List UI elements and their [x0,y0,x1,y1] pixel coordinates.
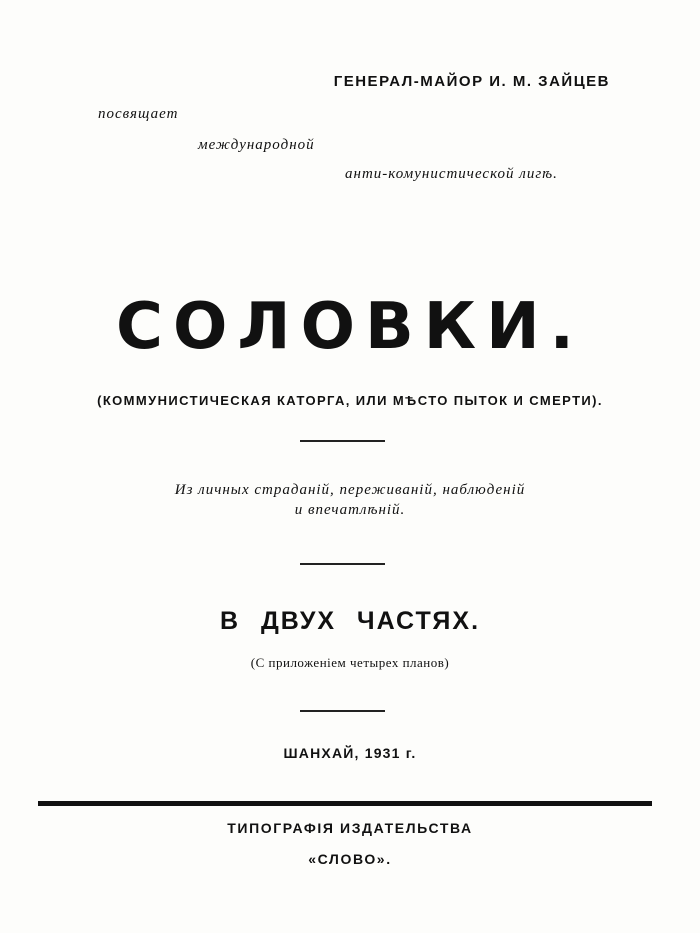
publisher-name: «СЛОВО». [308,851,392,867]
book-title: СОЛОВКИ. [116,290,584,364]
dedication-line-3: анти-комунистической лигѣ. [345,166,558,182]
divider-rule-3 [300,710,385,712]
book-subtitle: (КОММУНИСТИЧЕСКАЯ КАТОРГА, ИЛИ МѢСТО ПЫТОК И СМЕРТИ). [97,393,603,408]
divider-rule-1 [300,440,385,442]
printer-line: ТИПОГРАФІЯ ИЗДАТЕЛЬСТВА [227,820,473,836]
dedication-line-2: международной [198,137,315,153]
appendix-note: (С приложенiем четырех планов) [250,655,450,670]
divider-rule-2 [300,563,385,565]
thick-divider [38,801,652,806]
dedication-line-1: посвящает [98,106,179,122]
sources-line-2: и впечатлѣнiй. [294,502,406,518]
sources-line-1: Из личных страданiй, переживанiй, наблюденiй [174,482,526,498]
place-and-year: ШАНХАЙ, 1931 г. [283,745,417,761]
author-line: ГЕНЕРАЛ-МАЙОР И. М. ЗАЙЦЕВ [333,73,610,90]
parts-heading: В ДВУХ ЧАСТЯХ. [219,607,481,635]
